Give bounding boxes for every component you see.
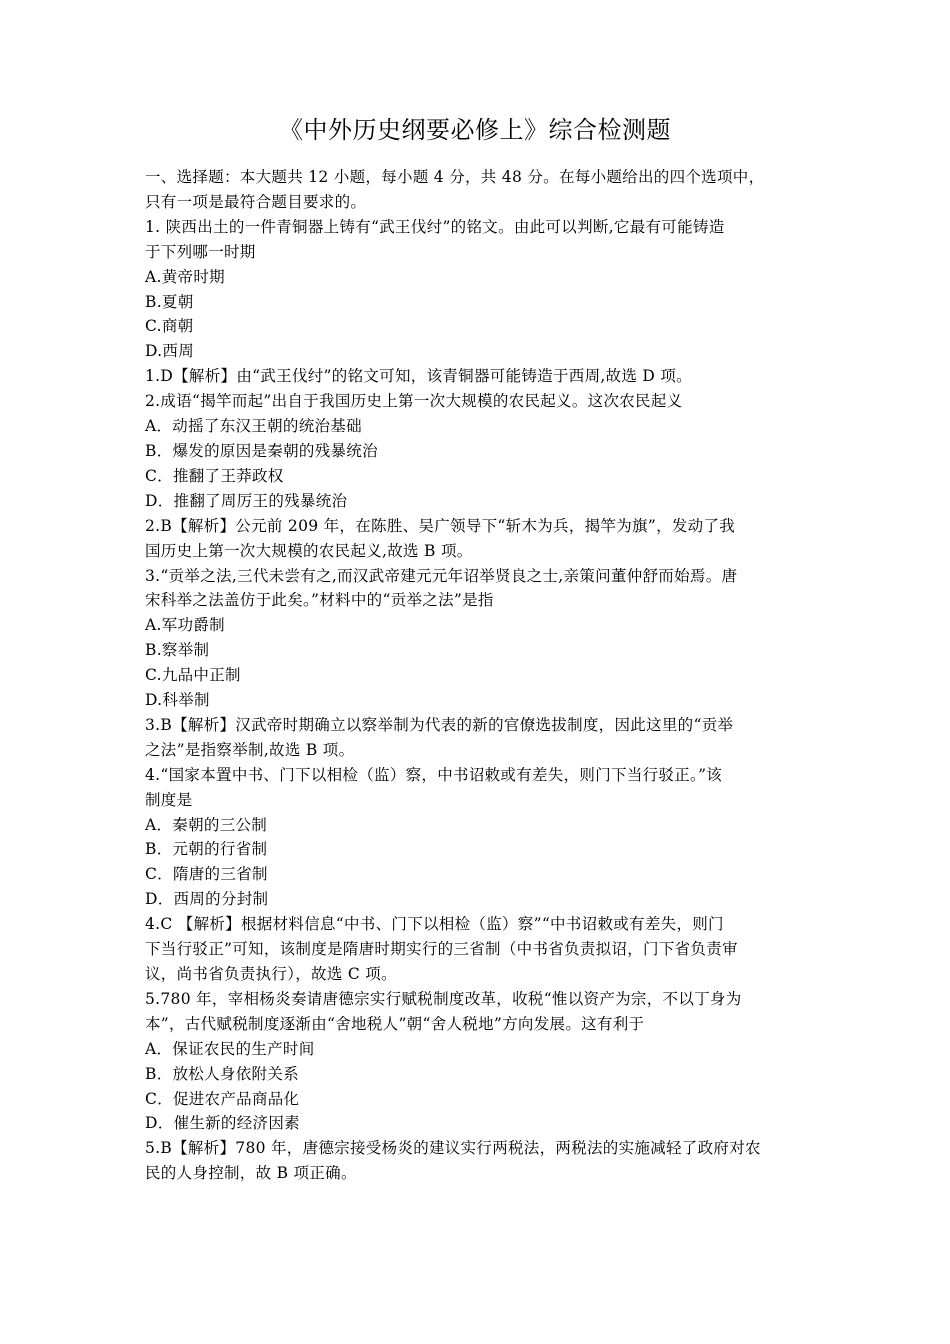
text-line: A．秦朝的三公制 (145, 815, 268, 834)
text-line: D．催生新的经济因素 (145, 1114, 300, 1133)
text-line: B．放松人身依附关系 (145, 1064, 299, 1083)
text-line: 5.780 年，宰相杨炎奏请唐德宗实行赋税制度改革，收税“惟以资产为宗，不以丁身为 (145, 989, 742, 1008)
text-line: 只有一项是最符合题目要求的。 (145, 192, 367, 211)
text-line: C.商朝 (145, 317, 194, 336)
text-line: 议，尚书省负责执行），故选 C 项。 (145, 965, 397, 983)
document-title: 《中外历史纲要必修上》综合检测题 (279, 116, 671, 144)
text-line: A．动摇了东汉王朝的统治基础 (145, 417, 362, 436)
text-line: B．爆发的原因是秦朝的残暴统治 (145, 441, 378, 460)
text-line: 1. 陕西出土的一件青铜器上铸有“武王伐纣”的铭文。由此可以判断,它最有可能铸造 (145, 217, 725, 236)
text-line: B.夏朝 (145, 292, 194, 311)
text-line: C.九品中正制 (145, 666, 241, 685)
text-line: C．推翻了王莽政权 (145, 466, 284, 485)
text-line: 一、选择题：本大题共 12 小题，每小题 4 分，共 48 分。在每小题给出的四个选项中， (145, 168, 765, 186)
text-line: 制度是 (145, 790, 193, 809)
text-line: A.黄帝时期 (145, 267, 225, 286)
text-line: 3.“贡举之法,三代未尝有之,而汉武帝建元元年诏举贤良之士,亲策问董仲舒而始焉。唐 (145, 566, 738, 585)
text-line: D．西周的分封制 (145, 890, 269, 909)
text-line: A.军功爵制 (145, 616, 225, 635)
text-line: B．元朝的行省制 (145, 840, 268, 859)
text-line: D.西周 (145, 342, 195, 361)
text-line: A．保证农民的生产时间 (145, 1039, 315, 1058)
text-line: D．推翻了周厉王的残暴统治 (145, 491, 348, 510)
text-line: 于下列哪一时期 (145, 242, 256, 261)
text-line: 1.D【解析】由“武王伐纣”的铭文可知，该青铜器可能铸造于西周,故选 D 项。 (145, 367, 692, 386)
text-line: 民的人身控制，故 B 项正确。 (145, 1164, 357, 1183)
text-line: 之法”是指察举制,故选 B 项。 (145, 740, 355, 759)
text-line: D.科举制 (145, 691, 210, 710)
text-line: 5.B【解析】780 年，唐德宗接受杨炎的建议实行两税法，两税法的实施减轻了政府对农 (145, 1139, 761, 1158)
document-body (145, 165, 809, 1186)
text-line: 2.B【解析】公元前 209 年，在陈胜、吴广领导下“斩木为兵，揭竿为旗”，发动了我 (145, 516, 736, 535)
text-line: C．促进农产品商品化 (145, 1089, 300, 1108)
text-line: 宋科举之法盖仿于此矣。”材料中的“贡举之法”是指 (145, 591, 494, 610)
text-line: 下当行驳正”可知，该制度是隋唐时期实行的三省制（中书省负责拟诏，门下省负责审 (145, 940, 738, 959)
text-line: B.察举制 (145, 641, 210, 660)
text-line: 3.B【解析】汉武帝时期确立以察举制为代表的新的官僚选拔制度，因此这里的“贡举 (145, 715, 734, 734)
text-line: 本”，古代赋税制度逐渐由“舍地税人”朝“舍人税地”方向发展。这有利于 (145, 1014, 645, 1033)
text-line: 国历史上第一次大规模的农民起义,故选 B 项。 (145, 541, 473, 560)
text-line: 4.C 【解析】根据材料信息“中书、门下以相检（监）察”“中书诏敕或有差失，则门 (145, 915, 724, 934)
text-line: C．隋唐的三省制 (145, 865, 268, 884)
text-line: 4.“国家本置中书、门下以相检（监）察，中书诏敕或有差失，则门下当行驳正。”该 (145, 765, 723, 784)
text-line: 2.成语“揭竿而起”出自于我国历史上第一次大规模的农民起义。这次农民起义 (145, 392, 683, 411)
